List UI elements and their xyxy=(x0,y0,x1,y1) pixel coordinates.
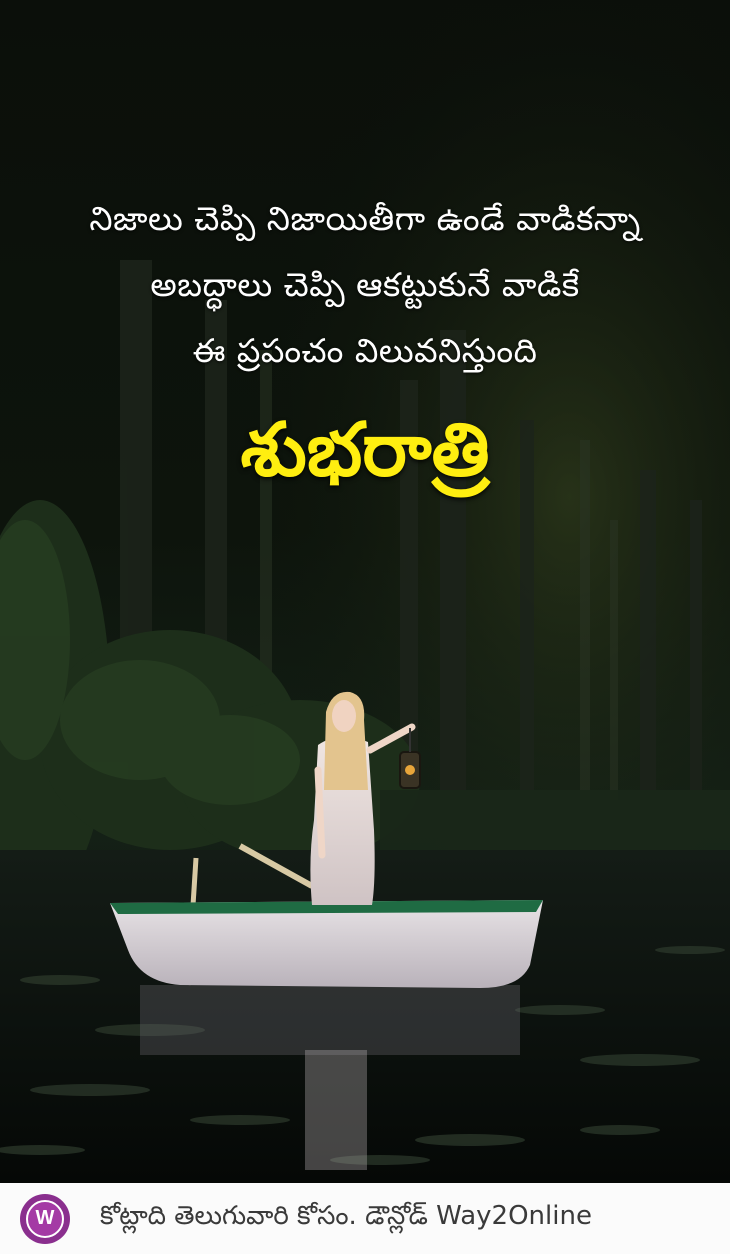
download-promo-text[interactable]: కోట్లాది తెలుగువారి కోసం. డౌన్లోడ్ Way2Online xyxy=(100,1200,592,1231)
app-footer-banner[interactable] xyxy=(0,1183,730,1254)
logo-letter: W xyxy=(26,1200,64,1238)
quote-line: అబద్ధాలు చెప్పి ఆకట్టుకునే వాడికే xyxy=(150,265,580,304)
quote-line: ఈ ప్రపంచం విలువనిస్తుంది xyxy=(192,331,538,370)
way2online-logo-icon[interactable] xyxy=(20,1194,70,1244)
good-night-greeting: శుభరాత్రి xyxy=(240,407,490,493)
quote-text xyxy=(0,186,730,384)
quote-line: నిజాలు చెప్పి నిజాయితీగా ఉండే వాడికన్నా xyxy=(89,199,641,238)
